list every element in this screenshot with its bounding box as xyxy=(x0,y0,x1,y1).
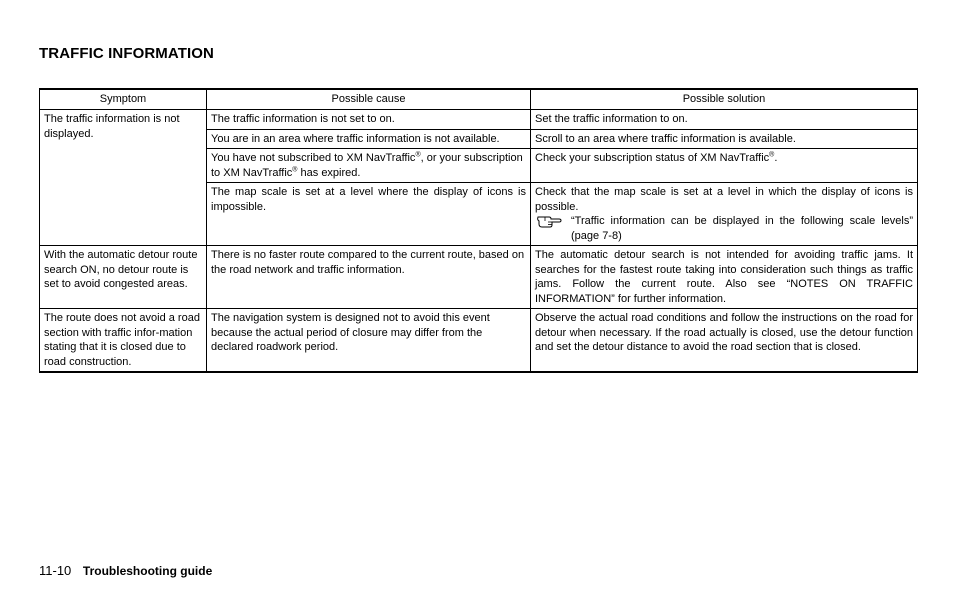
solution-text: Check that the map scale is set at a level in which the display of icons is possible. xyxy=(535,186,913,213)
cause-cell: The map scale is set at a level where the display of icons is impossible. xyxy=(207,183,531,246)
header-possible-solution: Possible solution xyxy=(531,89,918,110)
cause-text-part: You have not subscribed to XM NavTraffic xyxy=(211,152,416,164)
symptom-cell: The route does not avoid a road section with traffic infor-mation stating that it is closed due to road construction. xyxy=(40,309,207,373)
page-reference xyxy=(535,214,913,243)
cause-cell: There is no faster route compared to the current route, based on the road network and traffic information. xyxy=(207,246,531,309)
page-number: 11-10 xyxy=(39,563,72,578)
cause-cell: The navigation system is designed not to avoid this event because the actual period of closure may differ from the declared roadwork period. xyxy=(207,309,531,373)
cause-cell xyxy=(207,149,531,183)
table-header-row xyxy=(40,89,918,110)
solution-cell: The automatic detour search is not intended for avoiding traffic jams. It searches for the fastest route taking into consideration such things as traffic jams. Follow the current route. Also see “NOTES ON TRAFFIC INFORMATION” for further information. xyxy=(531,246,918,309)
cause-text-part: has expired. xyxy=(297,166,361,179)
table-row xyxy=(40,309,918,373)
registered-mark: ® xyxy=(292,165,298,173)
reference-text: “Traffic information can be displayed in the following scale levels” (page 7-8) xyxy=(571,215,913,242)
solution-text-part: Check your subscription status of XM NavTraffic xyxy=(535,152,770,164)
cause-cell: The traffic information is not set to on. xyxy=(207,110,531,130)
cause-text-part: , or your subscription to XM NavTraffic xyxy=(211,152,523,179)
registered-mark: ® xyxy=(769,151,775,159)
guide-title: Troubleshooting guide xyxy=(82,564,213,578)
solution-cell: Set the traffic information to on. xyxy=(531,110,918,130)
solution-text-part: . xyxy=(774,152,778,164)
header-symptom: Symptom xyxy=(40,89,207,110)
section-title: TRAFFIC INFORMATION xyxy=(39,45,214,62)
solution-cell xyxy=(531,149,918,183)
symptom-cell: The traffic information is not displayed. xyxy=(40,110,207,246)
solution-cell: Observe the actual road conditions and follow the instructions on the road for detour when necessary. If the road actually is closed, use the detour function and set the detour distance to avoid the road section that is closed. xyxy=(531,309,918,373)
table-row xyxy=(40,246,918,309)
troubleshooting-table xyxy=(39,88,918,373)
registered-mark: ® xyxy=(415,151,421,159)
table-row xyxy=(40,110,918,130)
pointing-hand-icon xyxy=(535,214,563,228)
cause-cell: You are in an area where traffic information is not available. xyxy=(207,129,531,149)
page-footer xyxy=(39,563,212,578)
header-possible-cause: Possible cause xyxy=(207,89,531,110)
solution-cell: Scroll to an area where traffic information is available. xyxy=(531,129,918,149)
solution-cell xyxy=(531,183,918,246)
symptom-cell: With the automatic detour route search ON, no detour route is set to avoid congested areas. xyxy=(40,246,207,309)
